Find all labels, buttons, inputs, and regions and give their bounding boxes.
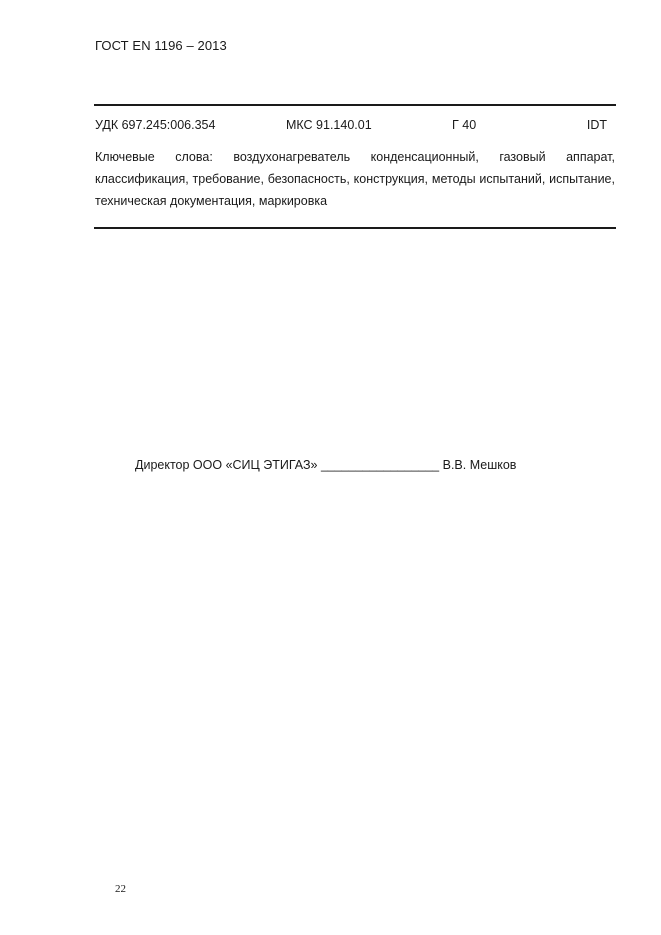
- keywords-paragraph: Ключевые слова: воздухонагреватель конденсационный, газовый аппарат, классификация, требование, безопасность, конструкция, методы испытаний, испытание, техническая документация, маркировка: [95, 150, 615, 208]
- director-signature-line: Директор ООО «СИЦ ЭТИГАЗ» _________________ В.В. Мешков: [135, 458, 517, 472]
- top-rule: [94, 104, 616, 106]
- mks-code: МКС 91.140.01: [286, 118, 372, 132]
- document-header: ГОСТ EN 1196 – 2013: [95, 38, 227, 53]
- classification-row: [95, 118, 607, 136]
- bottom-rule: [94, 227, 616, 229]
- identity-code: IDT: [586, 118, 607, 132]
- page-number: 22: [115, 883, 126, 895]
- group-code: Г 40: [452, 118, 477, 132]
- udk-code: УДК 697.245:006.354: [95, 118, 216, 132]
